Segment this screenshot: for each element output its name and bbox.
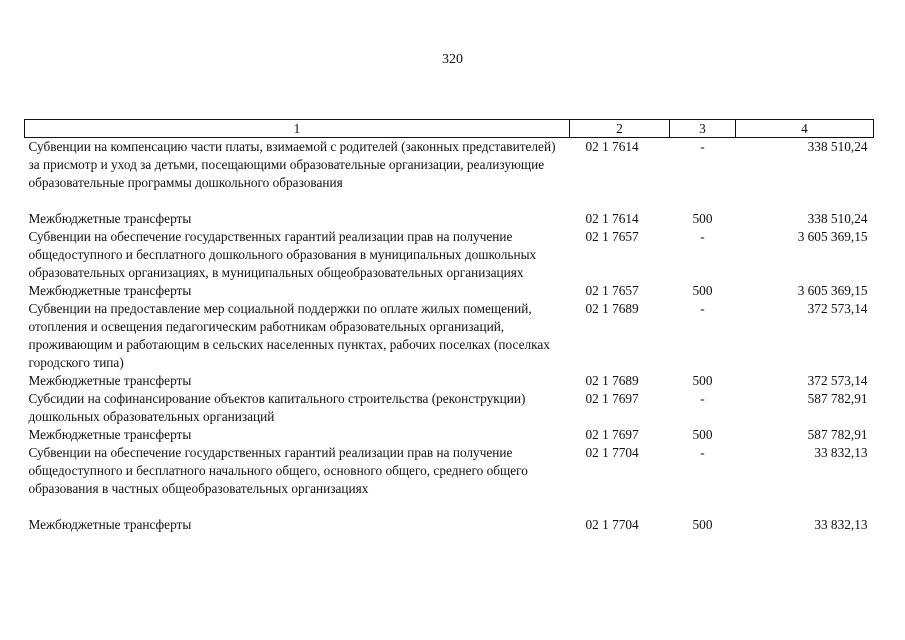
table-row	[25, 444, 874, 516]
row-name: Межбюджетные трансферты	[28, 211, 192, 226]
row-code: 02 1 7689	[585, 373, 639, 388]
row-type: 500	[692, 373, 713, 388]
table-row	[25, 516, 874, 534]
row-code: 02 1 7657	[585, 229, 639, 244]
budget-table	[24, 119, 874, 534]
row-name: Субвенции на предоставление мер социальной поддержки по оплате жилых помещений, отопления и освещения педагогическим работникам образовательных организаций, проживающим и работающим в сельских населенных пунктах, рабочих поселках (поселках городского типа)	[28, 301, 550, 370]
row-amount: 587 782,91	[807, 427, 868, 442]
row-name: Межбюджетные трансферты	[28, 373, 192, 388]
row-name: Субвенции на компенсацию части платы, взимаемой с родителей (законных представителей) за присмотр и уход за детьми, посещающими образовательные организации, реализующие образовательные программы дошкольного образования	[28, 139, 556, 190]
row-name: Субвенции на обеспечение государственных гарантий реализации прав на получение общедоступного и бесплатного начального общего, основного общего, среднего общего образования в частных общеобразовательных организациях	[28, 445, 528, 496]
table-row	[25, 390, 874, 426]
row-code: 02 1 7704	[585, 517, 639, 532]
row-name: Субвенции на обеспечение государственных гарантий реализации прав на получение общедоступного и бесплатного дошкольного образования в муниципальных дошкольных образовательных организациях, в муниципальных общеобразовательных организациях	[28, 229, 537, 280]
table-row	[25, 426, 874, 444]
row-code: 02 1 7689	[585, 301, 639, 316]
table-row	[25, 228, 874, 282]
row-type: 500	[692, 211, 713, 226]
table-row	[25, 282, 874, 300]
row-amount: 372 573,14	[807, 373, 868, 388]
header-row	[25, 120, 874, 138]
row-code: 02 1 7657	[585, 283, 639, 298]
row-type: -	[700, 229, 705, 244]
header-col-1: 1	[25, 120, 570, 138]
row-amount: 338 510,24	[807, 211, 868, 226]
row-code: 02 1 7697	[585, 391, 639, 406]
row-amount: 338 510,24	[807, 139, 868, 154]
header-col-4: 4	[736, 120, 874, 138]
row-code: 02 1 7614	[585, 139, 639, 154]
row-name: Межбюджетные трансферты	[28, 517, 192, 532]
row-name: Межбюджетные трансферты	[28, 427, 192, 442]
table-row	[25, 138, 874, 211]
row-amount: 33 832,13	[814, 445, 868, 460]
row-type: -	[700, 301, 705, 316]
row-code: 02 1 7704	[585, 445, 639, 460]
header-col-3: 3	[670, 120, 736, 138]
row-type: 500	[692, 427, 713, 442]
row-name: Субсидии на софинансирование объектов капитального строительства (реконструкции) дошкольных образовательных организаций	[28, 391, 526, 424]
table-body	[25, 138, 874, 535]
row-type: -	[700, 445, 705, 460]
row-type: 500	[692, 283, 713, 298]
row-amount: 3 605 369,15	[797, 229, 868, 244]
row-code: 02 1 7614	[585, 211, 639, 226]
header-col-2: 2	[570, 120, 670, 138]
row-type: 500	[692, 517, 713, 532]
table-row	[25, 372, 874, 390]
row-code: 02 1 7697	[585, 427, 639, 442]
page-number: 320	[442, 52, 463, 67]
row-amount: 33 832,13	[814, 517, 868, 532]
row-amount: 587 782,91	[807, 391, 868, 406]
table-row	[25, 300, 874, 372]
row-amount: 372 573,14	[807, 301, 868, 316]
row-name: Межбюджетные трансферты	[28, 283, 192, 298]
row-amount: 3 605 369,15	[797, 283, 868, 298]
table-row	[25, 210, 874, 228]
row-type: -	[700, 391, 705, 406]
table-header	[25, 120, 874, 138]
row-type: -	[700, 139, 705, 154]
